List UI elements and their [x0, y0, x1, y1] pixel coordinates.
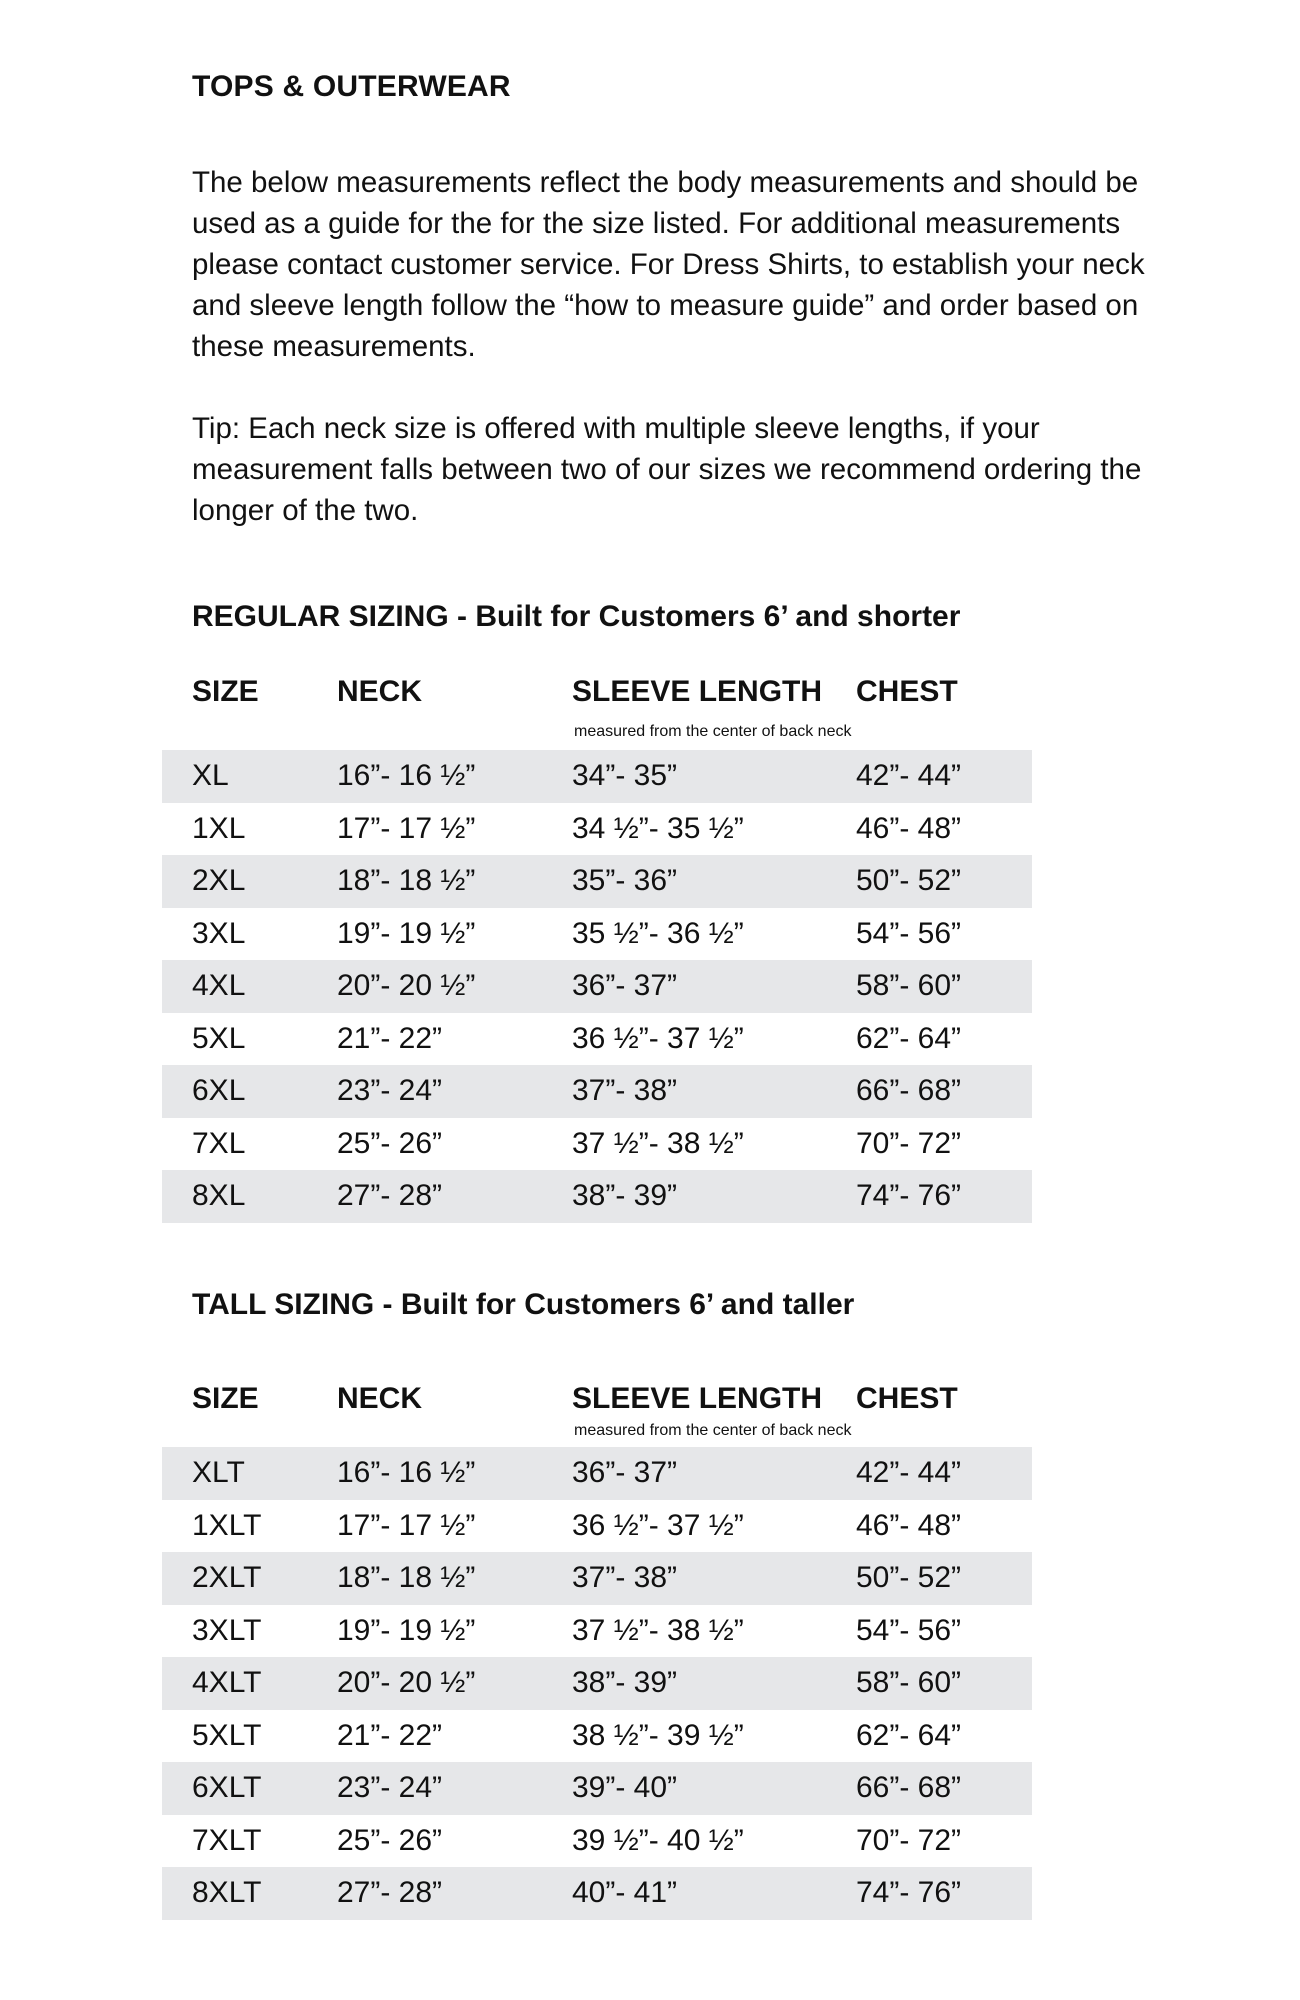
- table-row: [162, 803, 1032, 856]
- chest-cell: 74”- 76”: [856, 1876, 962, 1909]
- sleeve-cell: 36 ½”- 37 ½”: [572, 1508, 744, 1542]
- size-cell: 8XLT: [192, 1876, 262, 1909]
- sleeve-cell: 36”- 37”: [572, 1456, 678, 1489]
- size-cell: 2XLT: [192, 1561, 262, 1594]
- chest-cell: 50”- 52”: [856, 1561, 962, 1594]
- chest-cell: 58”- 60”: [856, 1666, 962, 1699]
- neck-cell: 27”- 28”: [337, 1876, 443, 1909]
- neck-column-header: NECK: [337, 675, 423, 708]
- table-row: [162, 1447, 1032, 1500]
- table-header: [162, 675, 1032, 750]
- table-row: [162, 855, 1032, 908]
- table-row: [162, 908, 1032, 961]
- sleeve-cell: 38 ½”- 39 ½”: [572, 1718, 744, 1752]
- table-row: [162, 1657, 1032, 1710]
- table-row: [162, 960, 1032, 1013]
- regular-sizing-heading: [192, 600, 960, 634]
- table-row: [162, 1552, 1032, 1605]
- tip-paragraph: Tip: Each neck size is offered with multiple sleeve lengths, if your measurement falls between two of our sizes we recommend ordering the longer of the two.: [192, 412, 1142, 527]
- size-cell: XL: [192, 759, 229, 792]
- table-header: [162, 1382, 1032, 1447]
- neck-column-header: NECK: [337, 1382, 423, 1415]
- table-body: [162, 750, 1032, 1223]
- sleeve-cell: 36”- 37”: [572, 969, 678, 1002]
- table-row: [162, 1815, 1032, 1868]
- sleeve-cell: 38”- 39”: [572, 1179, 678, 1212]
- sleeve-cell: 36 ½”- 37 ½”: [572, 1021, 744, 1055]
- table-body: [162, 1447, 1032, 1920]
- chest-cell: 54”- 56”: [856, 916, 962, 950]
- regular-sizing-title: REGULAR SIZING: [192, 600, 449, 633]
- table-row: [162, 1710, 1032, 1763]
- chest-cell: 46”- 48”: [856, 811, 962, 845]
- sleeve-column-header: SLEEVE LENGTH: [572, 1382, 823, 1415]
- chest-cell: 42”- 44”: [856, 759, 962, 792]
- neck-cell: 18”- 18 ½”: [337, 1561, 476, 1594]
- size-cell: 4XL: [192, 969, 246, 1002]
- neck-cell: 19”- 19 ½”: [337, 916, 476, 950]
- size-cell: 4XLT: [192, 1666, 262, 1699]
- neck-cell: 16”- 16 ½”: [337, 759, 476, 792]
- sleeve-cell: 35”- 36”: [572, 864, 678, 897]
- neck-cell: 25”- 26”: [337, 1823, 443, 1857]
- tall-size-table: [162, 1382, 1032, 1920]
- regular-sizing-subtitle: - Built for Customers 6’ and shorter: [448, 600, 961, 633]
- neck-cell: 19”- 19 ½”: [337, 1613, 476, 1647]
- sleeve-cell: 37”- 38”: [572, 1561, 678, 1594]
- table-row: [162, 1500, 1032, 1553]
- chest-cell: 66”- 68”: [856, 1771, 962, 1804]
- chest-cell: 62”- 64”: [856, 1718, 962, 1752]
- table-row: [162, 1013, 1032, 1066]
- chest-column-header: CHEST: [856, 1382, 958, 1415]
- neck-cell: 23”- 24”: [337, 1074, 443, 1107]
- sleeve-cell: 34”- 35”: [572, 759, 678, 792]
- neck-cell: 16”- 16 ½”: [337, 1456, 476, 1489]
- chest-column-header: CHEST: [856, 675, 958, 708]
- size-cell: 6XL: [192, 1074, 246, 1107]
- sleeve-measure-note: measured from the center of back neck: [574, 1422, 852, 1439]
- size-cell: 7XLT: [192, 1823, 262, 1857]
- neck-cell: 25”- 26”: [337, 1126, 443, 1160]
- tall-sizing-subtitle: - Built for Customers 6’ and taller: [374, 1288, 855, 1321]
- sleeve-cell: 35 ½”- 36 ½”: [572, 916, 744, 950]
- size-cell: 3XL: [192, 916, 246, 950]
- table-row: [162, 1118, 1032, 1171]
- size-cell: 5XLT: [192, 1718, 262, 1752]
- neck-cell: 17”- 17 ½”: [337, 811, 476, 845]
- chest-cell: 54”- 56”: [856, 1613, 962, 1647]
- tall-sizing-title: TALL SIZING: [192, 1288, 375, 1321]
- sleeve-cell: 40”- 41”: [572, 1876, 678, 1909]
- chest-cell: 58”- 60”: [856, 969, 962, 1002]
- neck-cell: 27”- 28”: [337, 1179, 443, 1212]
- table-row: [162, 750, 1032, 803]
- sleeve-measure-note: measured from the center of back neck: [574, 723, 852, 740]
- size-cell: 7XL: [192, 1126, 246, 1160]
- size-column-header: SIZE: [192, 1382, 259, 1415]
- sleeve-cell: 37 ½”- 38 ½”: [572, 1126, 744, 1160]
- chest-cell: 50”- 52”: [856, 864, 962, 897]
- chest-cell: 42”- 44”: [856, 1456, 962, 1489]
- sleeve-cell: 37”- 38”: [572, 1074, 678, 1107]
- table-row: [162, 1762, 1032, 1815]
- chest-cell: 70”- 72”: [856, 1823, 962, 1857]
- table-row: [162, 1170, 1032, 1223]
- size-cell: 1XL: [192, 811, 246, 845]
- section-title: TOPS & OUTERWEAR: [192, 70, 511, 103]
- size-cell: 6XLT: [192, 1771, 262, 1804]
- sleeve-column-header: SLEEVE LENGTH: [572, 675, 823, 708]
- chest-cell: 66”- 68”: [856, 1074, 962, 1107]
- neck-cell: 20”- 20 ½”: [337, 1666, 476, 1699]
- chest-cell: 62”- 64”: [856, 1021, 962, 1055]
- neck-cell: 21”- 22”: [337, 1021, 443, 1055]
- size-cell: 8XL: [192, 1179, 246, 1212]
- table-row: [162, 1867, 1032, 1920]
- sleeve-cell: 34 ½”- 35 ½”: [572, 811, 744, 845]
- sleeve-cell: 37 ½”- 38 ½”: [572, 1613, 744, 1647]
- size-cell: 5XL: [192, 1021, 246, 1055]
- neck-cell: 20”- 20 ½”: [337, 969, 476, 1002]
- size-cell: 3XLT: [192, 1613, 262, 1647]
- neck-cell: 17”- 17 ½”: [337, 1508, 476, 1542]
- size-cell: 1XLT: [192, 1508, 262, 1542]
- neck-cell: 23”- 24”: [337, 1771, 443, 1804]
- sleeve-cell: 39 ½”- 40 ½”: [572, 1823, 744, 1857]
- chest-cell: 46”- 48”: [856, 1508, 962, 1542]
- table-row: [162, 1605, 1032, 1658]
- sleeve-cell: 38”- 39”: [572, 1666, 678, 1699]
- intro-paragraph: The below measurements reflect the body measurements and should be used as a guide for the for the size listed. For additional measurements please contact customer service. For Dress Shirts, to establish your neck and sleeve length follow the “how to measure guide” and order based on these measurements.: [192, 166, 1145, 363]
- chest-cell: 74”- 76”: [856, 1179, 962, 1212]
- neck-cell: 21”- 22”: [337, 1718, 443, 1752]
- chest-cell: 70”- 72”: [856, 1126, 962, 1160]
- size-cell: XLT: [192, 1456, 245, 1489]
- regular-size-table: [162, 675, 1032, 1223]
- size-column-header: SIZE: [192, 675, 259, 708]
- tall-sizing-heading: [192, 1288, 854, 1322]
- table-row: [162, 1065, 1032, 1118]
- neck-cell: 18”- 18 ½”: [337, 864, 476, 897]
- sleeve-cell: 39”- 40”: [572, 1771, 678, 1804]
- size-cell: 2XL: [192, 864, 246, 897]
